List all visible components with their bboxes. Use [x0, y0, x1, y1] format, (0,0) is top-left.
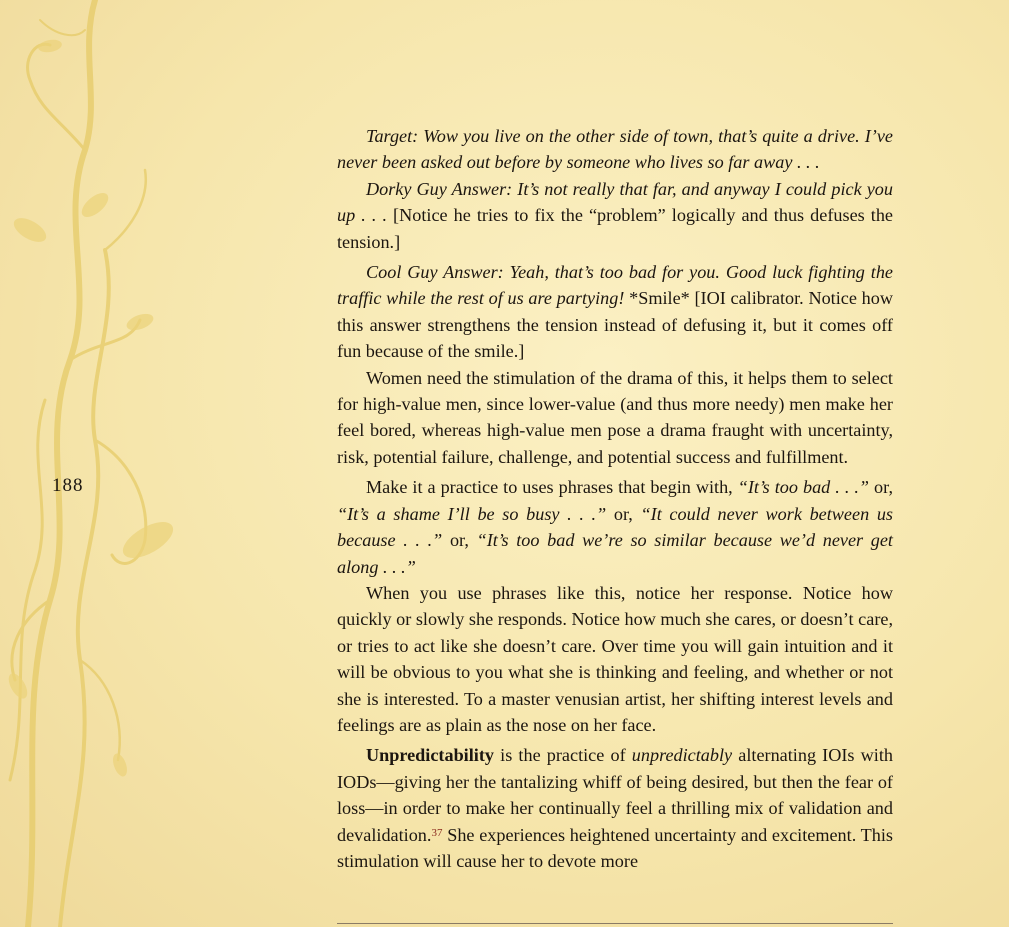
- phrases-or-1: or,: [869, 477, 894, 498]
- paragraph-phrases: [337, 474, 893, 580]
- unpredictability-text-3: She experiences heightened uncertainty and excitement. This stimulation will cause her to devote more: [337, 824, 893, 871]
- cool-guy-note: *Smile* [IOI calibrator. Notice how this answer strengthens the tension instead of defusing it, but it comes off fun because of the smile.]: [337, 288, 893, 362]
- unpredictability-text-1: is the practice of: [494, 745, 632, 766]
- dialogue-target: [337, 123, 893, 176]
- phrase-too-similar: “It’s too bad we’re so similar because we’d never get along . . .”: [337, 530, 893, 577]
- paragraph-stimulation-text: Women need the stimulation of the drama of this, it helps them to select for high-value men, since lower-value (and thus more needy) men make her feel bored, whereas high-value men pose a drama fraught with uncertainty, risk, potential failure, challenge, and potential success and fulfillment.: [337, 367, 893, 467]
- term-unpredictability: Unpredictability: [366, 745, 494, 766]
- dialogue-dorky-guy: [337, 176, 893, 255]
- dialogue-target-text: Target: Wow you live on the other side of town, that’s quite a drive. I’ve never been asked out before by someone who lives so far away . . .: [337, 126, 893, 173]
- body-text: [337, 123, 893, 874]
- cool-guy-answer: Cool Guy Answer: Yeah, that’s too bad for you. Good luck fighting the traffic while the rest of us are partying!: [337, 262, 893, 309]
- phrase-too-bad: “It’s too bad . . .”: [737, 477, 870, 498]
- unpredictability-text-2: alternating IOIs with IODs—giving her the tantalizing whiff of being desired, but then the fear of loss—in order to make her continually feel a thrilling mix of validation and devalidation.: [337, 745, 893, 845]
- paragraph-response-text: When you use phrases like this, notice her response. Notice how quickly or slowly she responds. Notice how much she cares, or doesn’t care, or tries to act like she doesn’t care. Over time you will gain intuition and it will be obvious to you what she is thinking and feeling, and whether or not she is interested. To a master venusian artist, her shifting interest levels and feelings are as plain as the nose on her face.: [337, 582, 893, 735]
- phrases-or-3: or,: [442, 530, 477, 551]
- phrase-shame: “It’s a shame I’ll be so busy . . .”: [337, 503, 607, 524]
- decorative-vine-border: [0, 0, 230, 927]
- dorky-guy-note: [Notice he tries to fix the “problem” logically and thus defuses the tension.]: [337, 205, 893, 252]
- paragraph-response: [337, 580, 893, 738]
- phrases-or-2: or,: [606, 503, 641, 524]
- bottom-rule: [337, 923, 893, 924]
- footnote-reference-37[interactable]: 37: [431, 826, 443, 839]
- phrase-never-work: “It could never work between us because . . .”: [337, 503, 894, 551]
- unpredictably-emphasis: unpredictably: [631, 745, 733, 766]
- dorky-guy-answer: Dorky Guy Answer: It’s not really that far, and anyway I could pick you up . . .: [337, 178, 893, 226]
- phrases-intro: Make it a practice to uses phrases that begin with,: [366, 477, 738, 498]
- paragraph-unpredictability: [337, 742, 893, 874]
- paragraph-stimulation: [337, 365, 893, 471]
- dialogue-cool-guy: [337, 259, 893, 365]
- page-number: 188: [52, 475, 84, 496]
